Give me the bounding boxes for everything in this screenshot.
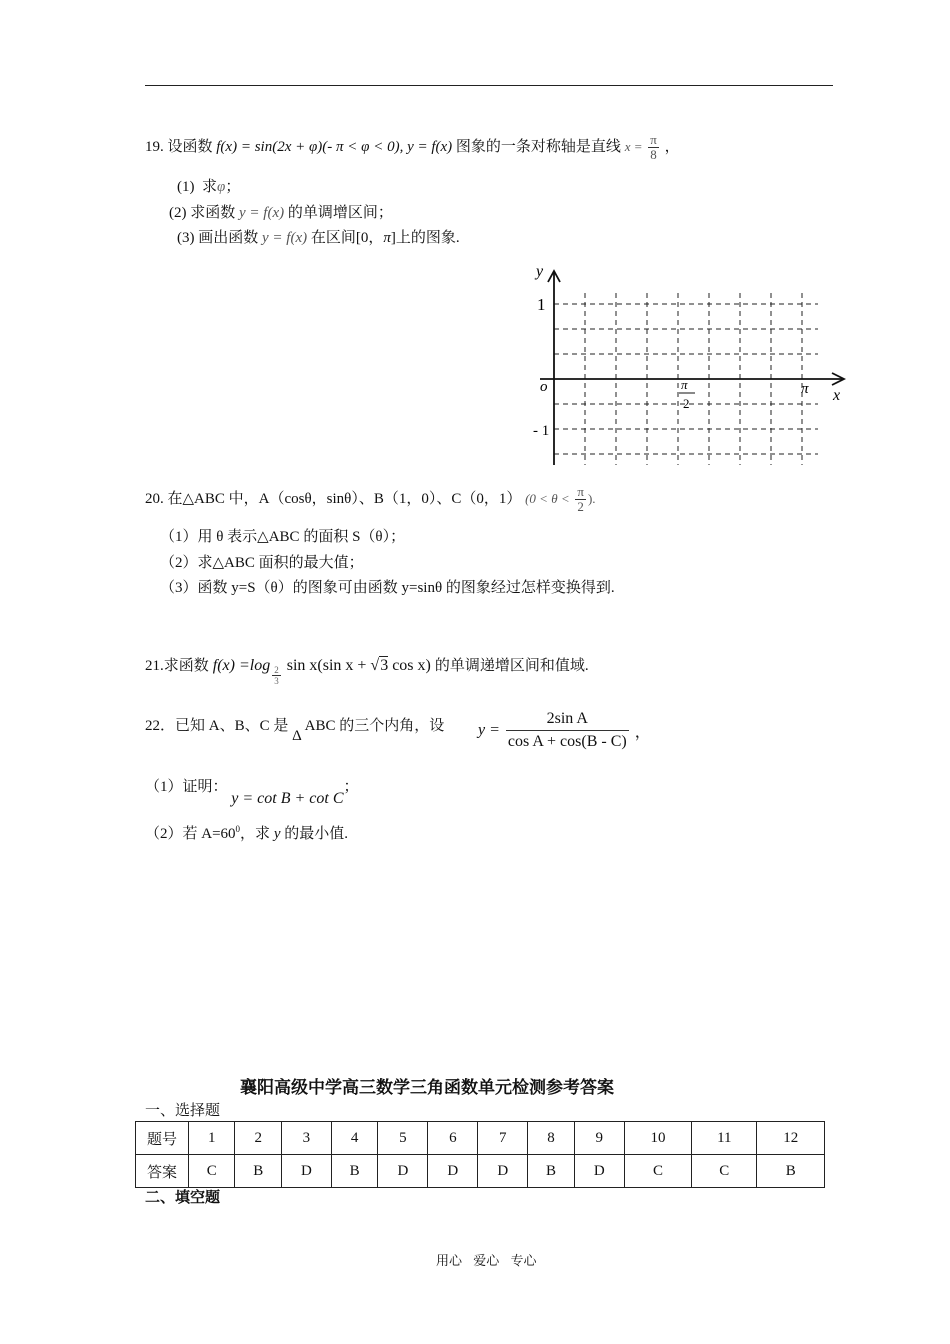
q22-delta: Δ [292, 728, 301, 744]
tick-label-one: 1 [537, 295, 546, 314]
q22-num: 2sin A [506, 708, 629, 731]
q19-part1-text: 求 [202, 179, 218, 195]
q19-axis-fraction [648, 133, 659, 162]
q19-part3-text: 画出函数 [198, 230, 259, 246]
y-axis-label: y [536, 263, 544, 280]
q22-prefix: 22．已知 A、B、C 是 [145, 718, 289, 734]
q22-y-eq: y = [478, 721, 500, 739]
question-number: 8 [528, 1122, 574, 1155]
answer-choice: D [478, 1155, 528, 1188]
q22-part2-mid: ，求 [240, 826, 271, 842]
answer-choice: D [428, 1155, 478, 1188]
q22-part2 [145, 822, 348, 843]
x-axis-label: x [833, 387, 841, 404]
q19-part3-math: y = f(x) [262, 230, 308, 246]
q20-part2: （2）求△ABC 面积的最大值； [160, 555, 364, 571]
q19-axis-num: π [650, 132, 657, 147]
q22-fraction [506, 708, 629, 753]
row-header-answer: 答案 [136, 1155, 189, 1188]
answers-section2: 二、填空题 [145, 1190, 221, 1206]
q21-sqrt-arg: 3 [380, 657, 389, 674]
q21-log-base [272, 665, 281, 686]
q20-line1: 20. 在△ABC 中，A（cosθ，sinθ）、B（1，0）、C（0，1） [145, 490, 522, 507]
answer-table [135, 1121, 825, 1188]
question-number: 3 [281, 1122, 331, 1155]
q19-part2-trail: 的单调增区间； [287, 205, 393, 221]
answer-choice: D [574, 1155, 624, 1188]
coordinate-grid [520, 260, 860, 470]
q22-part1-trail: ； [343, 779, 359, 795]
tick-label-half-pi-num: π [681, 377, 688, 392]
answer-choice: C [624, 1155, 692, 1188]
q22-part1 [145, 775, 359, 807]
question-number: 7 [478, 1122, 528, 1155]
q19-prefix: 19. 设函数 [145, 138, 213, 155]
question-number: 12 [757, 1122, 825, 1155]
q20-cond-den: 2 [577, 499, 584, 514]
q19-part2-text: 求函数 [190, 205, 236, 221]
q19-part2 [169, 201, 393, 222]
q19-intro [145, 133, 680, 162]
q19-part1-math: φ [217, 179, 226, 195]
q21 [145, 654, 589, 686]
page-footer: 用心 爱心 专心 [436, 1253, 537, 1268]
q20-intro [145, 485, 596, 514]
q20-cond-prefix: (0 < θ < [525, 490, 570, 506]
question-number: 1 [189, 1122, 235, 1155]
answer-choice: B [331, 1155, 377, 1188]
q19-part3-label: (3) [177, 230, 195, 246]
answer-choice: D [378, 1155, 428, 1188]
q21-body2: cos x) [392, 657, 431, 674]
q21-fx: f(x) =log [212, 657, 271, 674]
q19-suffix: 图象的一条对称轴是直线 [455, 138, 621, 155]
q20-cond-fraction [575, 485, 586, 514]
tick-label-half-pi-den: 2 [683, 396, 690, 411]
q21-base-den: 3 [274, 676, 279, 686]
q22-mid: ABC 的三个内角，设 [304, 718, 445, 734]
q20-part1: （1）用 θ 表示△ABC 的面积 S（θ）； [160, 529, 406, 545]
q19-axis-trail: ， [664, 138, 680, 155]
tick-label-neg-one: - 1 [533, 423, 550, 439]
question-number: 2 [235, 1122, 281, 1155]
answer-choice: C [692, 1155, 757, 1188]
answer-table-row-choices [136, 1155, 825, 1188]
question-number: 11 [692, 1122, 757, 1155]
q21-prefix: 21.求函数 [145, 658, 209, 674]
q22-part2-prefix: （2）若 A=60 [145, 826, 236, 842]
q19-formula: f(x) = sin(2x + φ)(- π < φ < 0), y = f(x) [216, 138, 453, 155]
q21-body: sin x(sin x + [286, 657, 367, 674]
question-number: 9 [574, 1122, 624, 1155]
answer-choice: B [528, 1155, 574, 1188]
q19-part2-math: y = f(x) [239, 205, 285, 221]
q21-suffix: 的单调递增区间和值域. [434, 658, 589, 674]
q22-part2-y: y [273, 826, 281, 842]
answer-choice: B [757, 1155, 825, 1188]
answer-table-row-numbers [136, 1122, 825, 1155]
q20-cond-num: π [577, 484, 584, 499]
q19-part3-trail: ]上的图象. [390, 230, 460, 246]
q19-part3 [177, 226, 460, 247]
q22-part1-label: （1）证明： [145, 779, 228, 795]
answer-choice: D [281, 1155, 331, 1188]
question-number: 10 [624, 1122, 692, 1155]
header-rule [145, 85, 833, 86]
q22-trail: ， [634, 724, 651, 741]
q19-part1-label: (1) [177, 179, 195, 195]
answers-section1: 一、选择题 [145, 1103, 221, 1119]
tick-label-pi: π [801, 381, 809, 397]
q19-axis-den: 8 [650, 147, 657, 162]
origin-label: o [540, 379, 548, 395]
q19-part1-trail: ； [225, 179, 241, 195]
q22-part2-suffix: 的最小值. [284, 826, 348, 842]
q20-part3: （3）函数 y=S（θ）的图象可由函数 y=sinθ 的图象经过怎样变换得到. [160, 580, 615, 596]
q19-part3-pi: π [383, 230, 391, 246]
q22-part1-math: y = cot B + cot C [231, 790, 344, 807]
answer-choice: C [189, 1155, 235, 1188]
question-number: 4 [331, 1122, 377, 1155]
answer-choice: B [235, 1155, 281, 1188]
q22-intro [145, 714, 445, 744]
q19-part3-mid: 在区间[0， [310, 230, 384, 246]
q22-part2-sup: 0 [235, 824, 241, 834]
sqrt-icon: √ [370, 657, 380, 674]
question-number: 6 [428, 1122, 478, 1155]
row-header-number: 题号 [136, 1122, 189, 1155]
q22-den: cos A + cos(B - C) [507, 733, 627, 750]
q21-base-num: 2 [274, 665, 279, 675]
q19-part1 [177, 175, 240, 196]
q19-axis-lhs: x = [624, 138, 643, 154]
answers-title: 襄阳高级中学高三数学三角函数单元检测参考答案 [240, 1078, 614, 1097]
question-number: 5 [378, 1122, 428, 1155]
q22-formula [478, 708, 651, 753]
q20-cond-suffix: ). [587, 490, 596, 506]
q19-part2-label: (2) [169, 205, 187, 221]
